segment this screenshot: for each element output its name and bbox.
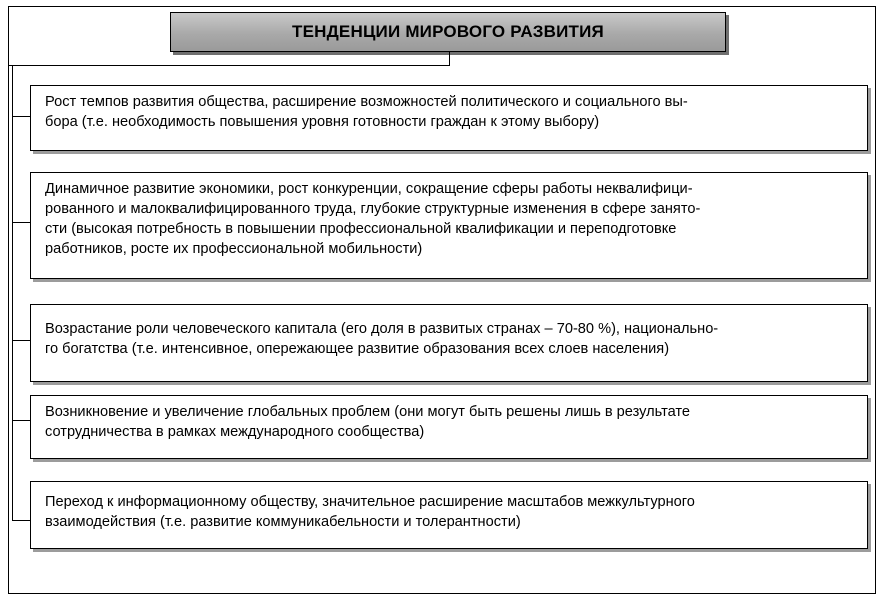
trend-1-line-1: Рост темпов развития общества, расширение возможностей политического и социального вы- — [45, 94, 688, 110]
trend-box-3 — [30, 304, 868, 382]
top-connector-line — [8, 65, 450, 66]
branch-line-1 — [12, 116, 30, 117]
trend-1-line-2: бора (т.е. необходимость повышения уровня готовности граждан к этому выбору) — [45, 114, 600, 130]
trend-5-line-2: взаимодействия (т.е. развитие коммуникабельности и толерантности) — [45, 514, 521, 530]
branch-line-2 — [12, 222, 30, 223]
branch-line-5 — [12, 520, 30, 521]
trend-text-4 — [45, 402, 853, 442]
vertical-spine-line — [12, 66, 13, 521]
trend-box-2 — [30, 172, 868, 279]
title-connector-line — [449, 52, 450, 66]
trend-box-1 — [30, 85, 868, 151]
trend-3-line-2: го богатства (т.е. интенсивное, опережающее развитие образования всех слоев населения) — [45, 341, 670, 357]
trend-5-line-1: Переход к информационному обществу, значительное расширение масштабов межкультурного — [45, 494, 695, 510]
trend-4-line-2: сотрудничества в рамках международного сообщества) — [45, 424, 425, 440]
trend-2-line-1: Динамичное развитие экономики, рост конкуренции, сокращение сферы работы неквалифици- — [45, 181, 693, 197]
trend-text-1 — [45, 92, 853, 132]
trend-box-5 — [30, 481, 868, 549]
trend-text-3 — [45, 319, 853, 359]
trend-2-line-4: работников, росте их профессиональной мобильности) — [45, 241, 423, 257]
trend-box-4 — [30, 395, 868, 459]
diagram-title-box — [170, 12, 726, 52]
trend-4-line-1: Возникновение и увеличение глобальных проблем (они могут быть решены лишь в результате — [45, 404, 691, 420]
branch-line-3 — [12, 340, 30, 341]
trend-3-line-1: Возрастание роли человеческого капитала (его доля в развитых странах – 70-80 %), национально- — [45, 321, 719, 337]
trend-2-line-2: рованного и малоквалифицированного труда, глубокие структурные изменения в сфере занято- — [45, 201, 701, 217]
diagram-title: ТЕНДЕНЦИИ МИРОВОГО РАЗВИТИЯ — [292, 22, 604, 41]
branch-line-4 — [12, 420, 30, 421]
trend-text-5 — [45, 492, 853, 532]
trend-2-line-3: сти (высокая потребность в повышении профессиональной квалификации и переподготовке — [45, 221, 677, 237]
trend-text-2 — [45, 179, 853, 259]
